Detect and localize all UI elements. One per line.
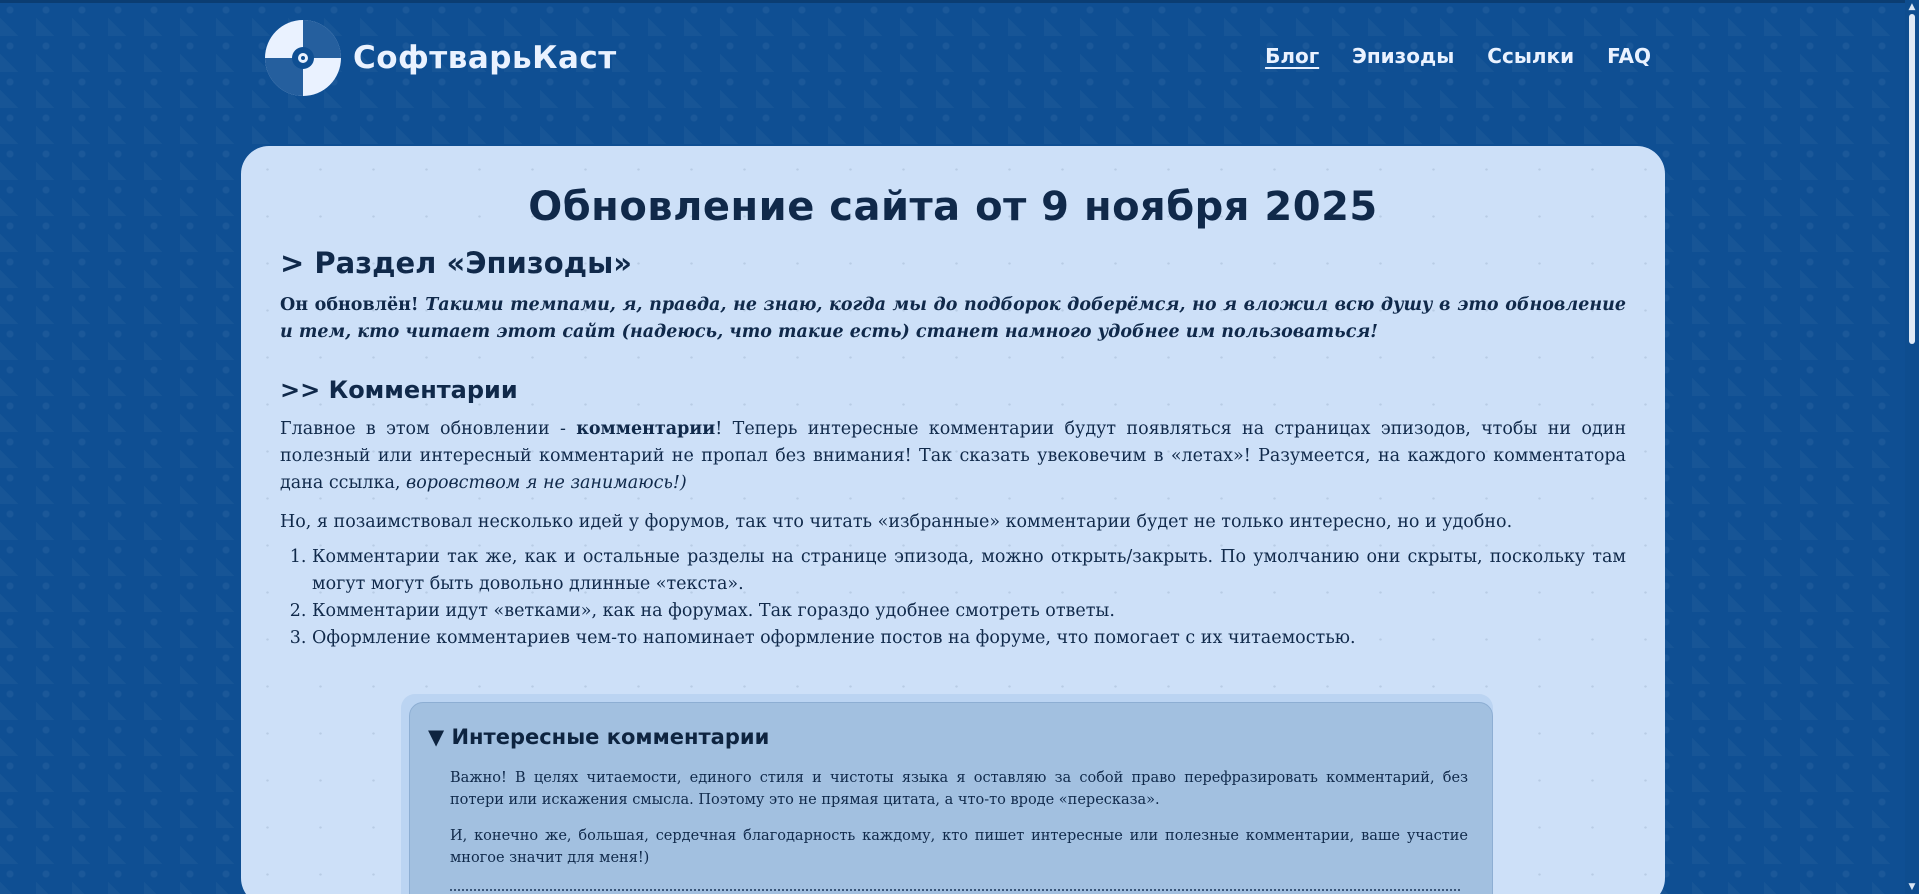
list-item: 3. Оформление комментариев чем-то напоминает оформление постов на форуме, что помогает с их читаемостью. [312,625,1626,652]
p1-text-b: ! Теперь интересные комментарии будут появляться на страницах эпизодов, чтобы ни один полезный или интересный комментарий не пропал без внимания! Так сказать увековечим в «летах»! Разумеется, на каждого комментатора дана ссылка, [280,419,1626,493]
scroll-up-icon[interactable]: ▲ [1908,2,1916,12]
nav-item-faq[interactable]: FAQ [1607,44,1651,68]
comments-wrapper [401,694,1493,894]
list-item: 2. Комментарии идут «ветками», как на форумах. Так гораздо удобнее смотреть ответы. [312,598,1626,625]
lead-paragraph [280,292,1626,346]
p1-bold: комментарии [576,419,716,439]
lead-bold: Он обновлён! [280,295,419,315]
paragraph-forum-ideas: Но, я позаимствовал несколько идей у форумов, так что читать «избранные» комментарии будет не только интересно, но и удобно. [280,512,1513,532]
list-item: 1. Комментарии так же, как и остальные разделы на странице эпизода, можно открыть/закрыть. По умолчанию они скрыты, поскольку там могут могут быть довольно длинные «текста». [312,544,1626,598]
nav-item-blog[interactable]: Блог [1265,44,1320,68]
post-card [241,146,1665,894]
site-name: СофтварьКаст [353,40,617,76]
paragraph-comments-intro [280,416,1626,497]
comments-note-thanks: И, конечно же, большая, сердечная благодарность каждому, кто пишет интересные или полезные комментарии, ваше участие многое значит для меня!) [450,828,1468,866]
p1-italic: воровством я не занимаюсь!) [406,473,687,493]
site-logo-link[interactable] [263,18,617,98]
p1-text-a: Главное в этом обновлении - [280,419,577,439]
comments-divider [450,889,1460,891]
scroll-down-icon[interactable]: ▼ [1908,882,1916,892]
top-border [0,0,1919,3]
section-heading-comments: >> Комментарии [280,376,518,404]
site-header [263,14,1651,104]
comments-body [450,767,1468,883]
cd-disc-icon [263,18,343,98]
features-list [280,544,1626,652]
post-title: Обновление сайта от 9 ноября 2025 [528,184,1378,230]
interesting-comments-box [409,702,1493,894]
scroll-thumb[interactable] [1909,14,1915,344]
section-heading-episodes: > Раздел «Эпизоды» [280,246,633,280]
comments-note-important: Важно! В целях читаемости, единого стиля и чистоты языка я оставляю за собой право перефразировать комментарий, без потери или искажения смысла. Поэтому это не прямая цитата, а что-то вроде «пересказа». [450,770,1468,808]
post-content [280,146,1626,652]
page-scrollbar[interactable] [1905,0,1919,894]
comments-toggle[interactable]: ▼ Интересные комментарии [428,725,770,749]
lead-italic: Такими темпами, я, правда, не знаю, когда мы до подборок доберёмся, но я вложил всю душу в это обновление и тем, кто читает этот сайт (надеюсь, что такие есть) станет намного удобнее им пользоваться! [280,295,1626,342]
nav-item-episodes[interactable]: Эпизоды [1352,44,1455,68]
main-nav [1265,44,1651,68]
nav-item-links[interactable]: Ссылки [1487,44,1575,68]
